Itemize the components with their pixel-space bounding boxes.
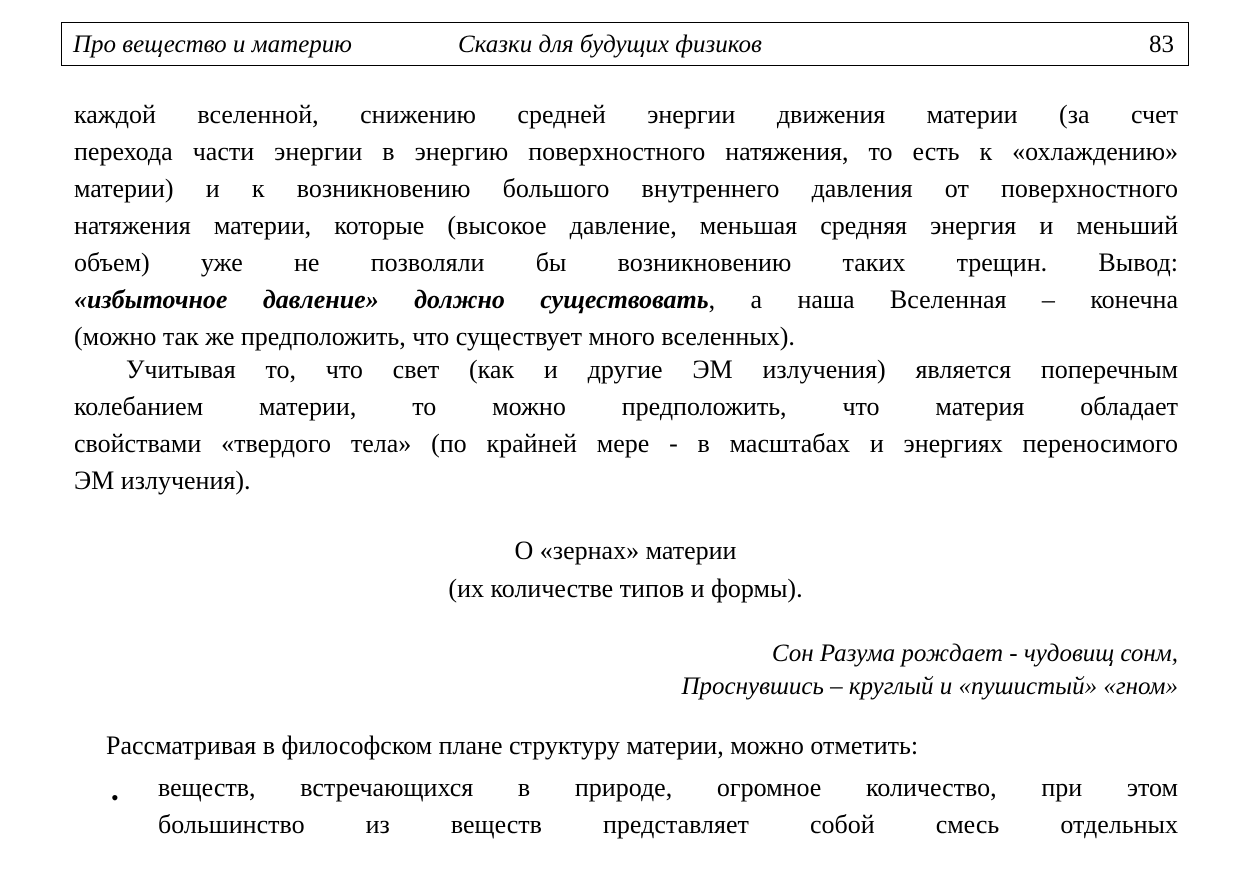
text-fragment: , а наша Вселенная – конечна bbox=[708, 285, 1178, 314]
paragraph-light bbox=[74, 351, 1178, 499]
header-book-title: Сказки для будущих физиков bbox=[458, 31, 762, 58]
running-header bbox=[61, 22, 1189, 66]
list-item bbox=[158, 769, 1178, 843]
text-line: веществ, встречающихся в природе, огромное количество, при этом bbox=[158, 773, 1178, 802]
header-book-part: Про вещество и материю bbox=[73, 31, 352, 58]
text-line: большинство из веществ представляет собой смесь отдельных bbox=[158, 810, 1178, 839]
section-title: О «зернах» материи bbox=[514, 536, 737, 565]
section-subtitle: (их количестве типов и формы). bbox=[448, 574, 803, 603]
text-line: свойствами «твердого тела» (по крайней мере - в масштабах и энергиях переносимого bbox=[74, 429, 1178, 458]
paragraph-conclusion bbox=[74, 96, 1178, 355]
text-line: колебанием материи, то можно предположить, что материя обладает bbox=[74, 392, 1178, 421]
text-line: каждой вселенной, снижению средней энергии движения материи (за счет bbox=[74, 100, 1178, 129]
epigraph-line: Проснувшись – круглый и «пушистый» «гном» bbox=[681, 673, 1178, 700]
text-line: натяжения материи, которые (высокое давление, меньшая средняя энергия и меньший bbox=[74, 211, 1178, 240]
text-line bbox=[74, 281, 1178, 318]
text-line: объем) уже не позволяли бы возникновению таких трещин. Вывод: bbox=[74, 248, 1178, 277]
page-number: 83 bbox=[1149, 31, 1174, 58]
bullet-icon: • bbox=[111, 785, 119, 810]
epigraph-line: Сон Разума рождает - чудовищ сонм, bbox=[771, 640, 1178, 667]
emphasis-text: «избыточное давление» должно существовать bbox=[74, 285, 709, 314]
text-line: (можно так же предположить, что существует много вселенных). bbox=[74, 322, 795, 351]
text-line: перехода части энергии в энергию поверхностного натяжения, то есть к «охлаждению» bbox=[74, 137, 1178, 166]
text-line: материи) и к возникновению большого внутреннего давления от поверхностного bbox=[74, 174, 1178, 203]
text-line: Учитывая то, что свет (как и другие ЭМ излучения) является поперечным bbox=[126, 355, 1178, 384]
list-lead-text: Рассматривая в философском плане структуру материи, можно отметить: bbox=[106, 731, 919, 760]
text-line: ЭМ излучения). bbox=[74, 466, 251, 495]
